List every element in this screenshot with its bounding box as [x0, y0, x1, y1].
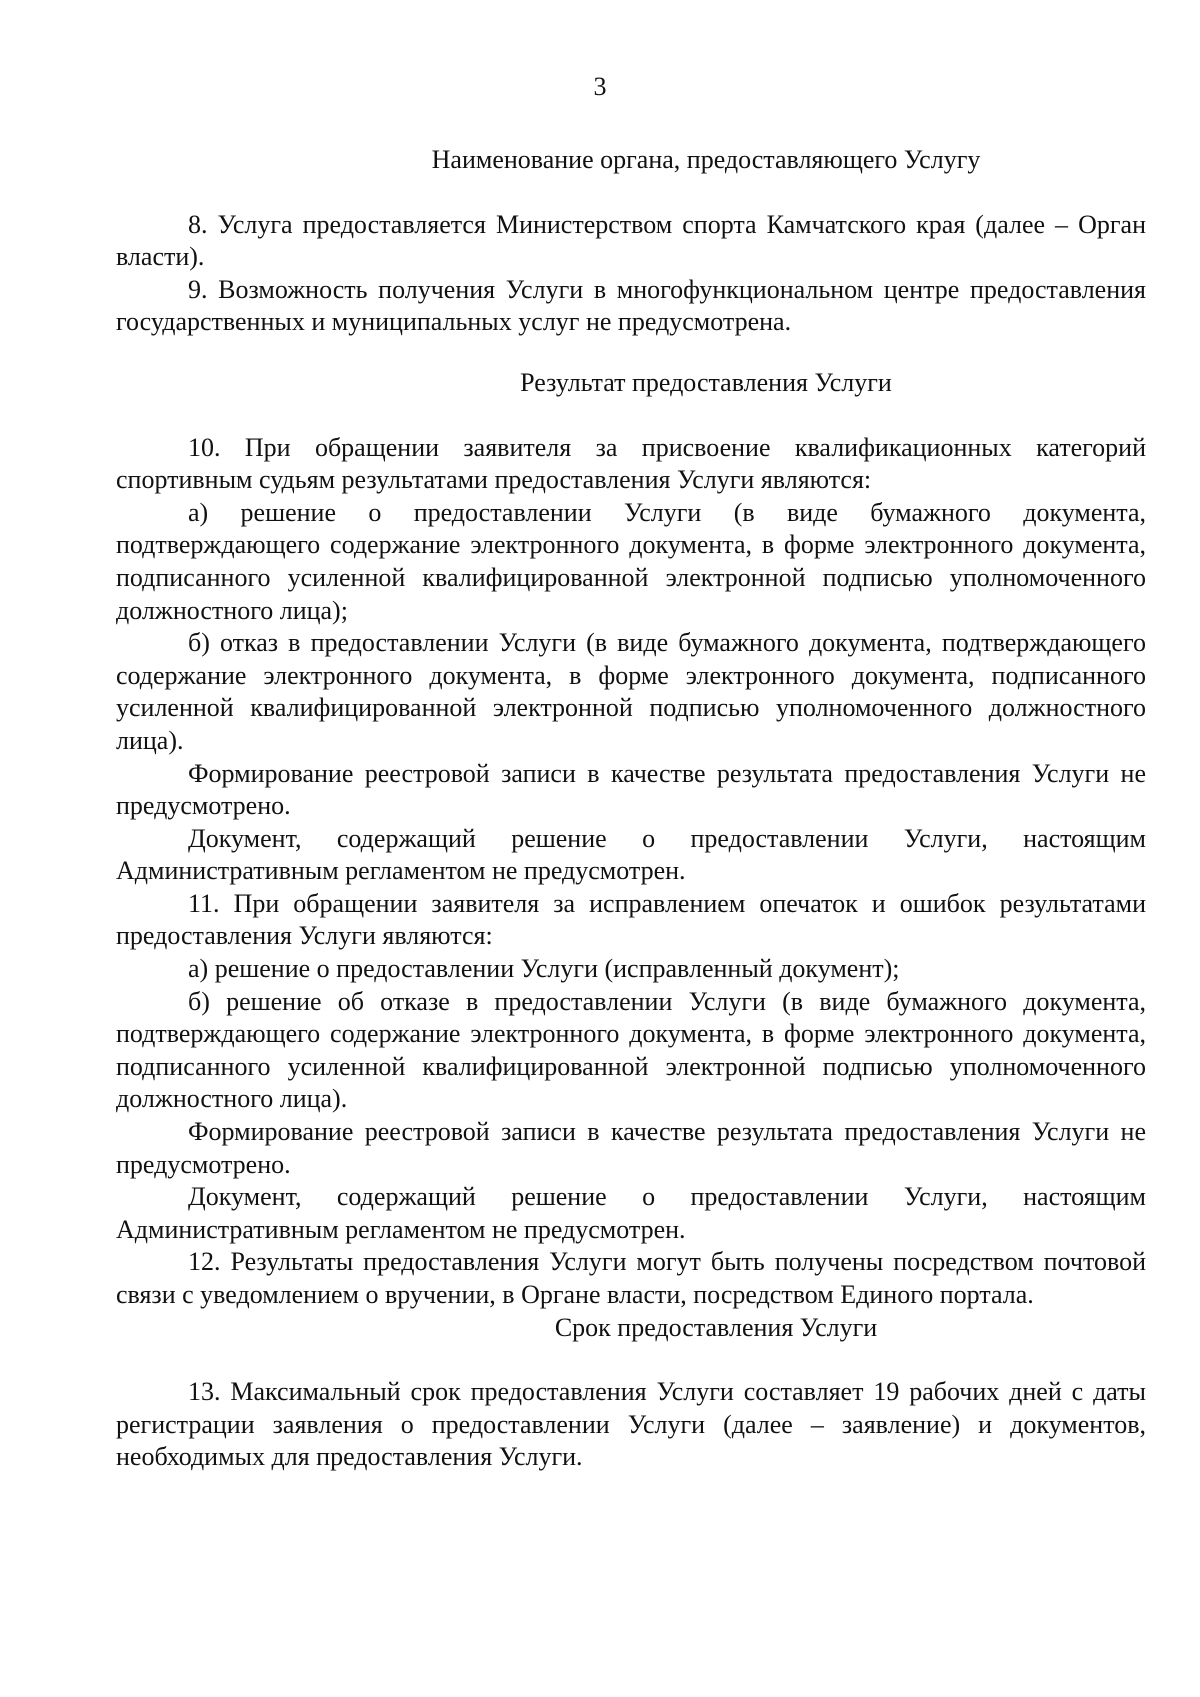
spacer [116, 339, 1146, 367]
section-heading-term: Срок предоставления Услуги [554, 1312, 878, 1342]
spacer [116, 177, 1146, 209]
paragraph-11-registry: Формирование реестровой записи в качестве результата предоставления Услуги не предусмотрено. [116, 1117, 1146, 1179]
paragraph-11-document: Документ, содержащий решение о предоставлении Услуги, настоящим Административным регламентом не предусмотрен. [116, 1182, 1146, 1244]
paragraph-11-b: б) решение об отказе в предоставлении Услуги (в виде бумажного документа, подтверждающего содержание электронного документа, в форме электронного документа, подписанного усиленной квалифицированной электронной подписью уполномоченного должностного лица). [116, 986, 1146, 1114]
paragraph-13: 13. Максимальный срок предоставления Услуги составляет 19 рабочих дней с даты регистрации заявления о предоставлении Услуги (далее – заявление) и документов, необходимых для предоставления Услуги. [116, 1377, 1146, 1472]
section-heading-organ: Наименование органа, предоставляющего Услугу [431, 145, 981, 174]
section-heading-result: Результат предоставления Услуги [520, 367, 892, 397]
paragraph-11: 11. При обращении заявителя за исправлением опечаток и ошибок результатами предоставления Услуги являются: [116, 888, 1146, 951]
page-content [116, 144, 1146, 1474]
paragraph-8: 8. Услуга предоставляется Министерством спорта Камчатского края (далее – Орган власти). [116, 209, 1146, 272]
spacer [116, 400, 1146, 432]
page-number: 3 [593, 72, 607, 101]
paragraph-9: 9. Возможность получения Услуги в многофункциональном центре предоставления государственных и муниципальных услуг не предусмотрена. [116, 274, 1146, 337]
paragraph-10-registry: Формирование реестровой записи в качестве результата предоставления Услуги не предусмотрено. [116, 758, 1146, 821]
paragraph-10-document: Документ, содержащий решение о предоставлении Услуги, настоящим Административным регламентом не предусмотрен. [116, 823, 1146, 886]
paragraph-10-a: а) решение о предоставлении Услуги (в виде бумажного документа, подтверждающего содержание электронного документа, в форме электронного документа, подписанного усиленной квалифицированной электронной подписью уполномоченного должностного лица); [116, 497, 1146, 625]
paragraph-10-b: б) отказ в предоставлении Услуги (в виде бумажного документа, подтверждающего содержание электронного документа, в форме электронного документа, подписанного усиленной квалифицированной электронной подписью уполномоченного должностного лица). [116, 628, 1146, 755]
paragraph-11-a: а) решение о предоставлении Услуги (исправленный документ); [188, 954, 900, 984]
paragraph-12: 12. Результаты предоставления Услуги могут быть получены посредством почтовой связи с уведомлением о вручении, в Органе власти, посредством Единого портала. [116, 1247, 1146, 1309]
paragraph-10: 10. При обращении заявителя за присвоение квалификационных категорий спортивным судьям результатами предоставления Услуги являются: [116, 432, 1146, 495]
spacer [116, 1344, 1146, 1376]
